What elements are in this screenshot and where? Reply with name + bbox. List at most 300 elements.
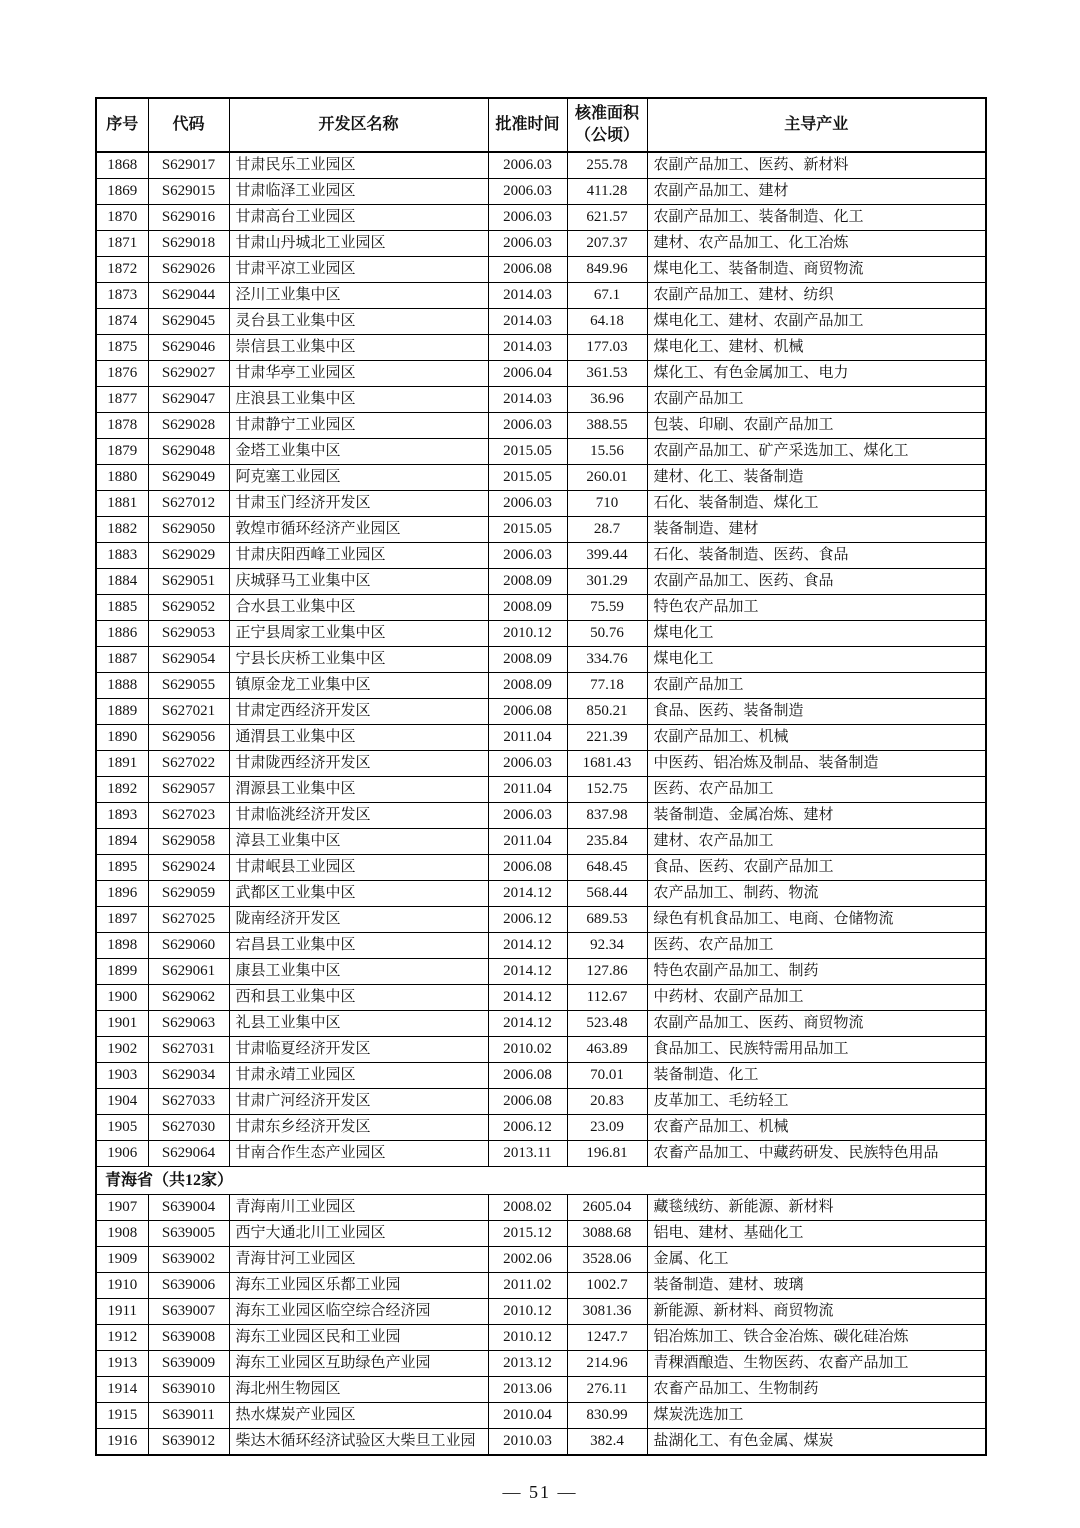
approved-area-cell: 260.01 [567, 465, 647, 491]
industries-cell: 农副产品加工、矿产采选加工、煤化工 [647, 439, 986, 465]
zone-name-cell: 甘肃岷县工业园区 [229, 855, 488, 881]
zone-name-cell: 敦煌市循环经济产业园区 [229, 517, 488, 543]
approved-area-cell: 850.21 [567, 699, 647, 725]
serial-cell: 1872 [96, 257, 148, 283]
approval-date-cell: 2014.03 [488, 387, 567, 413]
serial-cell: 1874 [96, 309, 148, 335]
zone-name-cell: 甘肃永靖工业园区 [229, 1063, 488, 1089]
serial-cell: 1916 [96, 1429, 148, 1456]
code-cell: S629054 [148, 647, 229, 673]
serial-cell: 1883 [96, 543, 148, 569]
approval-date-cell: 2013.06 [488, 1377, 567, 1403]
serial-cell: 1888 [96, 673, 148, 699]
approved-area-cell: 1681.43 [567, 751, 647, 777]
table-row [96, 257, 986, 283]
approved-area-cell: 255.78 [567, 152, 647, 179]
table-row [96, 1115, 986, 1141]
approval-date-cell: 2010.12 [488, 621, 567, 647]
code-cell: S629050 [148, 517, 229, 543]
code-cell: S629056 [148, 725, 229, 751]
serial-cell: 1871 [96, 231, 148, 257]
approved-area-cell: 36.96 [567, 387, 647, 413]
code-cell: S629058 [148, 829, 229, 855]
zone-name-cell: 宁县长庆桥工业集中区 [229, 647, 488, 673]
approved-area-cell: 689.53 [567, 907, 647, 933]
zone-name-cell: 漳县工业集中区 [229, 829, 488, 855]
serial-cell: 1902 [96, 1037, 148, 1063]
serial-cell: 1905 [96, 1115, 148, 1141]
page-number: — 51 — [502, 1482, 578, 1502]
approval-date-cell: 2006.08 [488, 257, 567, 283]
industries-cell: 建材、化工、装备制造 [647, 465, 986, 491]
column-header-code: 代码 [148, 98, 229, 152]
industries-cell: 农副产品加工、医药、新材料 [647, 152, 986, 179]
approval-date-cell: 2014.12 [488, 959, 567, 985]
serial-cell: 1904 [96, 1089, 148, 1115]
serial-cell: 1906 [96, 1141, 148, 1167]
industries-cell: 煤电化工、装备制造、商贸物流 [647, 257, 986, 283]
zone-name-cell: 热水煤炭产业园区 [229, 1403, 488, 1429]
serial-cell: 1881 [96, 491, 148, 517]
table-row [96, 491, 986, 517]
approval-date-cell: 2015.05 [488, 439, 567, 465]
approved-area-cell: 710 [567, 491, 647, 517]
zone-name-cell: 海东工业园区乐都工业园 [229, 1273, 488, 1299]
code-cell: S639009 [148, 1351, 229, 1377]
industries-cell: 食品、医药、农副产品加工 [647, 855, 986, 881]
code-cell: S627021 [148, 699, 229, 725]
table-row [96, 1063, 986, 1089]
zone-name-cell: 礼县工业集中区 [229, 1011, 488, 1037]
industries-cell: 食品加工、民族特需用品加工 [647, 1037, 986, 1063]
industries-cell: 建材、农产品加工 [647, 829, 986, 855]
approval-date-cell: 2008.02 [488, 1195, 567, 1221]
approval-date-cell: 2008.09 [488, 647, 567, 673]
approval-date-cell: 2006.03 [488, 413, 567, 439]
code-cell: S639012 [148, 1429, 229, 1456]
table-row [96, 1089, 986, 1115]
zone-name-cell: 正宁县周家工业集中区 [229, 621, 488, 647]
approval-date-cell: 2006.03 [488, 152, 567, 179]
industries-cell: 农副产品加工、医药、商贸物流 [647, 1011, 986, 1037]
approval-date-cell: 2008.09 [488, 569, 567, 595]
approved-area-cell: 1002.7 [567, 1273, 647, 1299]
zone-name-cell: 崇信县工业集中区 [229, 335, 488, 361]
serial-cell: 1899 [96, 959, 148, 985]
industries-cell: 食品、医药、装备制造 [647, 699, 986, 725]
approval-date-cell: 2010.02 [488, 1037, 567, 1063]
serial-cell: 1892 [96, 777, 148, 803]
zone-name-cell: 甘肃东乡经济开发区 [229, 1115, 488, 1141]
approval-date-cell: 2014.03 [488, 283, 567, 309]
table-header [96, 98, 986, 152]
table-row [96, 1273, 986, 1299]
approved-area-cell: 207.37 [567, 231, 647, 257]
table-row [96, 283, 986, 309]
industries-cell: 煤电化工、建材、机械 [647, 335, 986, 361]
approval-date-cell: 2006.08 [488, 699, 567, 725]
code-cell: S629048 [148, 439, 229, 465]
table-row [96, 855, 986, 881]
code-cell: S629029 [148, 543, 229, 569]
approval-date-cell: 2015.05 [488, 465, 567, 491]
approved-area-cell: 235.84 [567, 829, 647, 855]
code-cell: S629063 [148, 1011, 229, 1037]
table-row [96, 179, 986, 205]
table-row [96, 751, 986, 777]
serial-cell: 1907 [96, 1195, 148, 1221]
table-container [95, 97, 987, 1456]
table-body [96, 152, 986, 1455]
approval-date-cell: 2006.08 [488, 1089, 567, 1115]
code-cell: S627012 [148, 491, 229, 517]
industries-cell: 藏毯绒纺、新能源、新材料 [647, 1195, 986, 1221]
table-row [96, 335, 986, 361]
serial-cell: 1876 [96, 361, 148, 387]
serial-cell: 1878 [96, 413, 148, 439]
approval-date-cell: 2010.04 [488, 1403, 567, 1429]
code-cell: S639007 [148, 1299, 229, 1325]
serial-cell: 1884 [96, 569, 148, 595]
approval-date-cell: 2006.03 [488, 751, 567, 777]
zone-name-cell: 合水县工业集中区 [229, 595, 488, 621]
approval-date-cell: 2010.12 [488, 1299, 567, 1325]
serial-cell: 1886 [96, 621, 148, 647]
table-row [96, 1377, 986, 1403]
zone-name-cell: 通渭县工业集中区 [229, 725, 488, 751]
serial-cell: 1915 [96, 1403, 148, 1429]
industries-cell: 石化、装备制造、医药、食品 [647, 543, 986, 569]
serial-cell: 1908 [96, 1221, 148, 1247]
table-row [96, 829, 986, 855]
table-row [96, 777, 986, 803]
approved-area-cell: 75.59 [567, 595, 647, 621]
code-cell: S629049 [148, 465, 229, 491]
serial-cell: 1898 [96, 933, 148, 959]
code-cell: S629053 [148, 621, 229, 647]
industries-cell: 煤炭洗选加工 [647, 1403, 986, 1429]
approved-area-cell: 64.18 [567, 309, 647, 335]
table-row [96, 543, 986, 569]
zone-name-cell: 武都区工业集中区 [229, 881, 488, 907]
zone-name-cell: 海北州生物园区 [229, 1377, 488, 1403]
zone-name-cell: 海东工业园区互助绿色产业园 [229, 1351, 488, 1377]
industries-cell: 农副产品加工、机械 [647, 725, 986, 751]
approval-date-cell: 2006.03 [488, 205, 567, 231]
zone-name-cell: 西和县工业集中区 [229, 985, 488, 1011]
approval-date-cell: 2008.09 [488, 673, 567, 699]
table-row [96, 1351, 986, 1377]
approved-area-cell: 92.34 [567, 933, 647, 959]
approved-area-cell: 50.76 [567, 621, 647, 647]
table-row [96, 621, 986, 647]
industries-cell: 农副产品加工 [647, 387, 986, 413]
code-cell: S629047 [148, 387, 229, 413]
approval-date-cell: 2014.12 [488, 1011, 567, 1037]
approval-date-cell: 2011.04 [488, 829, 567, 855]
approval-date-cell: 2006.12 [488, 1115, 567, 1141]
industries-cell: 特色农副产品加工、制药 [647, 959, 986, 985]
serial-cell: 1910 [96, 1273, 148, 1299]
industries-cell: 皮革加工、毛纺轻工 [647, 1089, 986, 1115]
zone-name-cell: 庄浪县工业集中区 [229, 387, 488, 413]
approved-area-cell: 648.45 [567, 855, 647, 881]
zone-name-cell: 青海甘河工业园区 [229, 1247, 488, 1273]
table-row [96, 231, 986, 257]
serial-cell: 1895 [96, 855, 148, 881]
industries-cell: 煤电化工、建材、农副产品加工 [647, 309, 986, 335]
zone-name-cell: 甘肃华亭工业园区 [229, 361, 488, 387]
code-cell: S629064 [148, 1141, 229, 1167]
code-cell: S627030 [148, 1115, 229, 1141]
code-cell: S629016 [148, 205, 229, 231]
approval-date-cell: 2013.12 [488, 1351, 567, 1377]
approved-area-cell: 3088.68 [567, 1221, 647, 1247]
industries-cell: 装备制造、建材、玻璃 [647, 1273, 986, 1299]
zone-name-cell: 甘肃临洮经济开发区 [229, 803, 488, 829]
section-row [96, 1167, 986, 1195]
approval-date-cell: 2006.04 [488, 361, 567, 387]
table-row [96, 1247, 986, 1273]
approved-area-cell: 399.44 [567, 543, 647, 569]
column-header-approval-date: 批准时间 [488, 98, 567, 152]
serial-cell: 1913 [96, 1351, 148, 1377]
approved-area-cell: 837.98 [567, 803, 647, 829]
serial-cell: 1879 [96, 439, 148, 465]
zone-name-cell: 灵台县工业集中区 [229, 309, 488, 335]
approval-date-cell: 2014.12 [488, 933, 567, 959]
zone-name-cell: 海东工业园区民和工业园 [229, 1325, 488, 1351]
approved-area-cell: 196.81 [567, 1141, 647, 1167]
industries-cell: 包装、印刷、农副产品加工 [647, 413, 986, 439]
code-cell: S629044 [148, 283, 229, 309]
zone-name-cell: 泾川工业集中区 [229, 283, 488, 309]
serial-cell: 1901 [96, 1011, 148, 1037]
table-row [96, 152, 986, 179]
code-cell: S639010 [148, 1377, 229, 1403]
code-cell: S629062 [148, 985, 229, 1011]
table-row [96, 1011, 986, 1037]
serial-cell: 1893 [96, 803, 148, 829]
approval-date-cell: 2011.04 [488, 725, 567, 751]
approved-area-cell: 28.7 [567, 517, 647, 543]
industries-cell: 中医药、铝冶炼及制品、装备制造 [647, 751, 986, 777]
approval-date-cell: 2014.12 [488, 881, 567, 907]
zone-name-cell: 镇原金龙工业集中区 [229, 673, 488, 699]
zone-name-cell: 甘肃临夏经济开发区 [229, 1037, 488, 1063]
approved-area-cell: 70.01 [567, 1063, 647, 1089]
approval-date-cell: 2014.12 [488, 985, 567, 1011]
code-cell: S629061 [148, 959, 229, 985]
zone-name-cell: 甘肃山丹城北工业园区 [229, 231, 488, 257]
table-row [96, 413, 986, 439]
approval-date-cell: 2006.03 [488, 231, 567, 257]
serial-cell: 1912 [96, 1325, 148, 1351]
code-cell: S639004 [148, 1195, 229, 1221]
approved-area-cell: 67.1 [567, 283, 647, 309]
industries-cell: 特色农产品加工 [647, 595, 986, 621]
code-cell: S639011 [148, 1403, 229, 1429]
approval-date-cell: 2011.04 [488, 777, 567, 803]
industries-cell: 医药、农产品加工 [647, 933, 986, 959]
table-row [96, 673, 986, 699]
approved-area-cell: 77.18 [567, 673, 647, 699]
serial-cell: 1909 [96, 1247, 148, 1273]
zone-name-cell: 阿克塞工业园区 [229, 465, 488, 491]
serial-cell: 1891 [96, 751, 148, 777]
industries-cell: 铝冶炼加工、铁合金冶炼、碳化硅冶炼 [647, 1325, 986, 1351]
code-cell: S629017 [148, 152, 229, 179]
approved-area-cell: 214.96 [567, 1351, 647, 1377]
table-row [96, 1221, 986, 1247]
code-cell: S627023 [148, 803, 229, 829]
approval-date-cell: 2013.11 [488, 1141, 567, 1167]
table-row [96, 1299, 986, 1325]
approval-date-cell: 2006.03 [488, 179, 567, 205]
serial-cell: 1911 [96, 1299, 148, 1325]
serial-cell: 1896 [96, 881, 148, 907]
approved-area-cell: 112.67 [567, 985, 647, 1011]
serial-cell: 1894 [96, 829, 148, 855]
code-cell: S629060 [148, 933, 229, 959]
approved-area-cell: 1247.7 [567, 1325, 647, 1351]
serial-cell: 1889 [96, 699, 148, 725]
column-header-approved-area: 核准面积 （公顷） [567, 98, 647, 152]
table-row [96, 907, 986, 933]
serial-cell: 1877 [96, 387, 148, 413]
industries-cell: 农副产品加工、医药、食品 [647, 569, 986, 595]
zone-name-cell: 甘南合作生态产业园区 [229, 1141, 488, 1167]
code-cell: S629059 [148, 881, 229, 907]
approval-date-cell: 2002.06 [488, 1247, 567, 1273]
industries-cell: 装备制造、金属冶炼、建材 [647, 803, 986, 829]
code-cell: S627022 [148, 751, 229, 777]
approved-area-cell: 23.09 [567, 1115, 647, 1141]
zone-name-cell: 甘肃广河经济开发区 [229, 1089, 488, 1115]
code-cell: S639002 [148, 1247, 229, 1273]
approved-area-cell: 849.96 [567, 257, 647, 283]
industries-cell: 医药、农产品加工 [647, 777, 986, 803]
approved-area-cell: 2605.04 [567, 1195, 647, 1221]
serial-cell: 1868 [96, 152, 148, 179]
approved-area-cell: 361.53 [567, 361, 647, 387]
code-cell: S629052 [148, 595, 229, 621]
approved-area-cell: 463.89 [567, 1037, 647, 1063]
serial-cell: 1873 [96, 283, 148, 309]
industries-cell: 农副产品加工 [647, 673, 986, 699]
zone-name-cell: 西宁大通北川工业园区 [229, 1221, 488, 1247]
code-cell: S629024 [148, 855, 229, 881]
approved-area-cell: 388.55 [567, 413, 647, 439]
table-row [96, 881, 986, 907]
approved-area-cell: 15.56 [567, 439, 647, 465]
serial-cell: 1869 [96, 179, 148, 205]
development-zones-table [95, 97, 987, 1456]
approval-date-cell: 2010.03 [488, 1429, 567, 1456]
table-header-row [96, 98, 986, 152]
table-row [96, 387, 986, 413]
industries-cell: 装备制造、建材 [647, 517, 986, 543]
approved-area-cell: 3528.06 [567, 1247, 647, 1273]
table-row [96, 1325, 986, 1351]
industries-cell: 农副产品加工、建材、纺织 [647, 283, 986, 309]
industries-cell: 农副产品加工、建材 [647, 179, 986, 205]
table-row [96, 1403, 986, 1429]
industries-cell: 石化、装备制造、煤化工 [647, 491, 986, 517]
zone-name-cell: 宕昌县工业集中区 [229, 933, 488, 959]
approved-area-cell: 621.57 [567, 205, 647, 231]
approved-area-cell: 152.75 [567, 777, 647, 803]
approved-area-cell: 276.11 [567, 1377, 647, 1403]
serial-cell: 1885 [96, 595, 148, 621]
zone-name-cell: 甘肃庆阳西峰工业园区 [229, 543, 488, 569]
approval-date-cell: 2014.03 [488, 335, 567, 361]
code-cell: S627031 [148, 1037, 229, 1063]
industries-cell: 农产品加工、制药、物流 [647, 881, 986, 907]
serial-cell: 1897 [96, 907, 148, 933]
approval-date-cell: 2010.12 [488, 1325, 567, 1351]
column-header-zone-name: 开发区名称 [229, 98, 488, 152]
table-row [96, 647, 986, 673]
industries-cell: 煤电化工 [647, 621, 986, 647]
industries-cell: 农畜产品加工、中藏药研发、民族特色用品 [647, 1141, 986, 1167]
approved-area-cell: 523.48 [567, 1011, 647, 1037]
industries-cell: 煤化工、有色金属加工、电力 [647, 361, 986, 387]
approved-area-cell: 334.76 [567, 647, 647, 673]
zone-name-cell: 甘肃陇西经济开发区 [229, 751, 488, 777]
serial-cell: 1914 [96, 1377, 148, 1403]
industries-cell: 金属、化工 [647, 1247, 986, 1273]
serial-cell: 1890 [96, 725, 148, 751]
zone-name-cell: 甘肃高台工业园区 [229, 205, 488, 231]
serial-cell: 1887 [96, 647, 148, 673]
serial-cell: 1875 [96, 335, 148, 361]
industries-cell: 新能源、新材料、商贸物流 [647, 1299, 986, 1325]
approval-date-cell: 2006.08 [488, 855, 567, 881]
industries-cell: 铝电、建材、基础化工 [647, 1221, 986, 1247]
approval-date-cell: 2014.03 [488, 309, 567, 335]
approved-area-cell: 568.44 [567, 881, 647, 907]
zone-name-cell: 甘肃平凉工业园区 [229, 257, 488, 283]
zone-name-cell: 金塔工业集中区 [229, 439, 488, 465]
approved-area-cell: 127.86 [567, 959, 647, 985]
approval-date-cell: 2006.03 [488, 543, 567, 569]
zone-name-cell: 甘肃定西经济开发区 [229, 699, 488, 725]
approval-date-cell: 2006.03 [488, 803, 567, 829]
serial-cell: 1880 [96, 465, 148, 491]
table-row [96, 1195, 986, 1221]
zone-name-cell: 海东工业园区临空综合经济园 [229, 1299, 488, 1325]
serial-cell: 1882 [96, 517, 148, 543]
approved-area-cell: 382.4 [567, 1429, 647, 1456]
industries-cell: 农副产品加工、装备制造、化工 [647, 205, 986, 231]
code-cell: S629015 [148, 179, 229, 205]
column-header-industries: 主导产业 [647, 98, 986, 152]
industries-cell: 建材、农产品加工、化工冶炼 [647, 231, 986, 257]
serial-cell: 1870 [96, 205, 148, 231]
table-row [96, 803, 986, 829]
table-row [96, 1141, 986, 1167]
industries-cell: 绿色有机食品加工、电商、仓储物流 [647, 907, 986, 933]
zone-name-cell: 甘肃民乐工业园区 [229, 152, 488, 179]
table-row [96, 699, 986, 725]
approved-area-cell: 411.28 [567, 179, 647, 205]
approval-date-cell: 2008.09 [488, 595, 567, 621]
table-row [96, 1429, 986, 1456]
approved-area-cell: 3081.36 [567, 1299, 647, 1325]
zone-name-cell: 康县工业集中区 [229, 959, 488, 985]
approved-area-cell: 20.83 [567, 1089, 647, 1115]
